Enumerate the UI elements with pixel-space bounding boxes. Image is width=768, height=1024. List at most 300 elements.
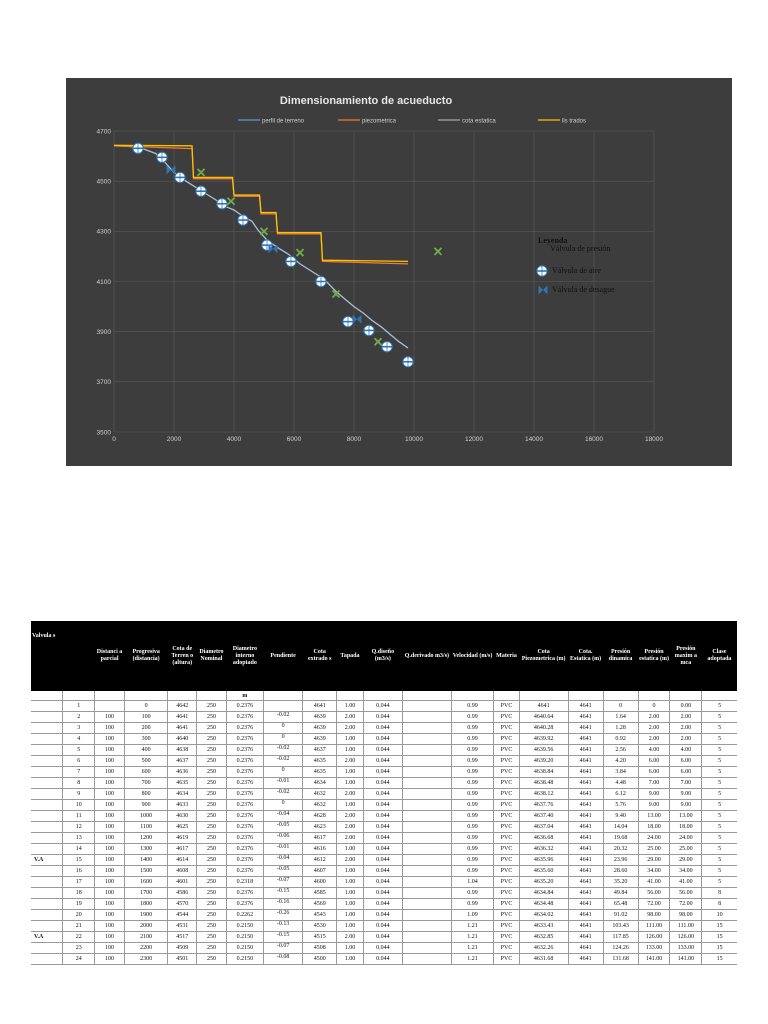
table-row [31, 701, 737, 712]
table-cell: 100 [95, 855, 125, 866]
table-cell: 4641 [519, 701, 568, 712]
table-cell: PVC [494, 767, 519, 778]
table-cell: 0 [263, 723, 302, 734]
unit-cell [263, 691, 302, 701]
table-cell: 250 [197, 811, 227, 822]
table-cell: 5 [702, 745, 737, 756]
table-cell: 6.00 [638, 756, 670, 767]
table-cell: 1.21 [451, 932, 493, 943]
table-cell: 0 [263, 767, 302, 778]
table-cell: 0.99 [451, 833, 493, 844]
y-tick-label: 4500 [96, 178, 111, 186]
unit-cell [124, 691, 168, 701]
table-row [31, 855, 737, 866]
unit-cell [519, 691, 568, 701]
table-cell: 4641 [168, 723, 197, 734]
table-cell: 4641 [568, 734, 603, 745]
table-cell: -0.04 [263, 855, 302, 866]
table-cell: 18 [63, 888, 95, 899]
y-tick-label: 4100 [96, 278, 111, 286]
data-table-container [31, 621, 737, 965]
table-cell: 5 [702, 844, 737, 855]
table-cell: 4617 [168, 844, 197, 855]
table-cell: 0.2376 [226, 712, 263, 723]
table-cell [31, 877, 63, 888]
table-cell: 0.99 [451, 888, 493, 899]
table-cell: 2200 [124, 943, 168, 954]
table-cell: -0.08 [263, 954, 302, 965]
table-cell: 7.00 [670, 778, 702, 789]
table-row [31, 943, 737, 954]
column-header: Velocidad (m/s) [451, 621, 493, 691]
table-cell: 100 [95, 932, 125, 943]
table-cell: 9.00 [638, 789, 670, 800]
table-cell [31, 778, 63, 789]
table-cell [402, 822, 451, 833]
table-cell: 4501 [168, 954, 197, 965]
table-cell: 800 [124, 789, 168, 800]
table-cell: 0.044 [363, 767, 402, 778]
column-header: Tapada [337, 621, 364, 691]
column-header: Pendiente [263, 621, 302, 691]
table-cell: 5 [702, 800, 737, 811]
table-cell: 6.00 [638, 767, 670, 778]
table-cell: 4641 [568, 701, 603, 712]
table-cell [402, 778, 451, 789]
table-cell: 2000 [124, 921, 168, 932]
table-cell: 250 [197, 712, 227, 723]
table-cell: 4635 [168, 778, 197, 789]
table-row [31, 844, 737, 855]
table-cell: 0.044 [363, 734, 402, 745]
column-header: Valvula s [31, 621, 63, 691]
table-cell: 1400 [124, 855, 168, 866]
table-cell: 4614 [168, 855, 197, 866]
table-cell: 4636.68 [519, 833, 568, 844]
table-cell: 0.2376 [226, 778, 263, 789]
table-cell: -0.16 [263, 899, 302, 910]
table-cell: 0.044 [363, 789, 402, 800]
table-cell: 4640.64 [519, 712, 568, 723]
column-header: Presión estatica (m) [638, 621, 670, 691]
table-cell: 100 [95, 888, 125, 899]
table-cell: PVC [494, 888, 519, 899]
table-cell: 0.044 [363, 712, 402, 723]
table-cell: 15 [702, 943, 737, 954]
table-cell: 250 [197, 855, 227, 866]
table-cell: 34.00 [670, 866, 702, 877]
table-cell: 2.00 [638, 734, 670, 745]
table-cell: 0.2376 [226, 767, 263, 778]
table-cell: 4641 [568, 943, 603, 954]
table-cell: 0.92 [603, 734, 638, 745]
table-cell [31, 756, 63, 767]
table-cell: 0.044 [363, 745, 402, 756]
table-cell: 0.99 [451, 745, 493, 756]
table-cell: 1100 [124, 822, 168, 833]
table-cell [402, 701, 451, 712]
unit-cell [603, 691, 638, 701]
legend-label: piezometrica [362, 118, 397, 125]
table-cell: 0.044 [363, 943, 402, 954]
table-cell: 1800 [124, 899, 168, 910]
table-cell: 2.00 [670, 734, 702, 745]
table-cell: 1.00 [337, 800, 364, 811]
table-cell: 0.044 [363, 811, 402, 822]
table-cell: 6.12 [603, 789, 638, 800]
table-cell: 4612 [303, 855, 337, 866]
table-cell: 72.00 [638, 899, 670, 910]
table-cell: 250 [197, 877, 227, 888]
table-cell: PVC [494, 723, 519, 734]
table-cell: 4636 [168, 767, 197, 778]
table-cell: 0 [638, 701, 670, 712]
table-cell: 4608 [168, 866, 197, 877]
table-row [31, 767, 737, 778]
table-cell: 5 [63, 745, 95, 756]
legend-drain-valve-icon [539, 286, 548, 295]
table-cell: 4634 [303, 778, 337, 789]
table-cell: 4500 [303, 954, 337, 965]
table-cell: 4.00 [638, 745, 670, 756]
table-cell: 4.48 [603, 778, 638, 789]
table-cell: 5 [702, 811, 737, 822]
table-cell: 0.99 [451, 800, 493, 811]
table-cell: -0.04 [263, 811, 302, 822]
table-cell: 0.99 [451, 756, 493, 767]
column-header: Materia [494, 621, 519, 691]
table-cell: 4641 [568, 844, 603, 855]
table-cell: 4.00 [670, 745, 702, 756]
table-cell: -0.02 [263, 745, 302, 756]
table-cell: 4635 [303, 756, 337, 767]
table-cell: 0.044 [363, 800, 402, 811]
table-cell: 250 [197, 756, 227, 767]
table-cell: 1.00 [337, 921, 364, 932]
table-cell: 24 [63, 954, 95, 965]
table-cell: 4639.20 [519, 756, 568, 767]
table-cell: 0.044 [363, 844, 402, 855]
table-cell: PVC [494, 734, 519, 745]
table-cell: 2.00 [670, 723, 702, 734]
table-cell [402, 767, 451, 778]
table-cell: 3.84 [603, 767, 638, 778]
table-cell [31, 910, 63, 921]
table-cell: 0.2376 [226, 789, 263, 800]
series-line [114, 146, 408, 349]
legend-right-item: Válvula de desague [552, 285, 615, 294]
legend-label: cota estatica [462, 118, 496, 125]
table-cell [402, 712, 451, 723]
table-cell [402, 800, 451, 811]
table-row [31, 734, 737, 745]
table-cell: PVC [494, 712, 519, 723]
table-cell: -0.01 [263, 844, 302, 855]
table-cell: 100 [95, 833, 125, 844]
table-cell: -0.07 [263, 877, 302, 888]
table-cell: 0.99 [451, 789, 493, 800]
table-cell: -0.13 [263, 921, 302, 932]
drain-valve-marker [353, 315, 362, 324]
table-cell: 1600 [124, 877, 168, 888]
table-cell: 0 [263, 734, 302, 745]
table-cell: 10 [63, 800, 95, 811]
unit-cell [197, 691, 227, 701]
table-cell: 4600 [303, 877, 337, 888]
table-cell: 17 [63, 877, 95, 888]
unit-cell [31, 691, 63, 701]
table-cell [31, 712, 63, 723]
table-cell: 250 [197, 745, 227, 756]
table-cell: 9 [63, 789, 95, 800]
table-cell: 28.60 [603, 866, 638, 877]
table-cell: 100 [95, 789, 125, 800]
table-row [31, 745, 737, 756]
table-cell: 1.00 [337, 778, 364, 789]
unit-cell [303, 691, 337, 701]
table-cell: -0.15 [263, 888, 302, 899]
x-tick-label: 14000 [524, 436, 544, 443]
table-cell: 0 [124, 701, 168, 712]
table-cell: 4641 [568, 712, 603, 723]
table-cell: 4641 [568, 778, 603, 789]
aqueduct-table [31, 621, 737, 965]
table-cell: 4625 [168, 822, 197, 833]
table-cell: 300 [124, 734, 168, 745]
table-cell: 3 [63, 723, 95, 734]
table-cell: 15 [702, 932, 737, 943]
table-cell: 0.044 [363, 877, 402, 888]
table-cell: 250 [197, 800, 227, 811]
table-cell: 21 [63, 921, 95, 932]
table-cell: 29.00 [638, 855, 670, 866]
aqueduct-chart [66, 78, 732, 466]
table-cell: 0.044 [363, 822, 402, 833]
table-cell: 4641 [568, 899, 603, 910]
table-cell: 250 [197, 910, 227, 921]
table-cell: PVC [494, 844, 519, 855]
table-cell: 500 [124, 756, 168, 767]
table-cell: 4635.20 [519, 877, 568, 888]
table-cell: 141.00 [670, 954, 702, 965]
table-cell: 4634.84 [519, 888, 568, 899]
table-cell [31, 767, 63, 778]
table-cell: 56.00 [638, 888, 670, 899]
table-cell: 4641 [568, 932, 603, 943]
table-cell: 9.00 [670, 789, 702, 800]
table-cell: V.A [31, 932, 63, 943]
table-cell: 4544 [168, 910, 197, 921]
table-cell: 0.044 [363, 723, 402, 734]
drain-valve-marker [269, 244, 278, 253]
table-cell: 24.00 [670, 833, 702, 844]
table-cell: 1.21 [451, 921, 493, 932]
column-header: Clase adoptada [702, 621, 737, 691]
unit-cell [337, 691, 364, 701]
table-cell: 0.99 [451, 767, 493, 778]
table-cell: 4639.92 [519, 734, 568, 745]
table-row [31, 954, 737, 965]
column-header: Cota Piezometrica (m) [519, 621, 568, 691]
table-cell [31, 800, 63, 811]
table-cell: 5 [702, 855, 737, 866]
table-cell: 9.00 [670, 800, 702, 811]
table-cell: 0.00 [670, 701, 702, 712]
table-cell: 4641 [568, 877, 603, 888]
table-cell: 4632.26 [519, 943, 568, 954]
table-cell: PVC [494, 756, 519, 767]
table-cell: PVC [494, 932, 519, 943]
table-row [31, 899, 737, 910]
table-cell [402, 789, 451, 800]
table-cell: -0.02 [263, 712, 302, 723]
table-cell: 2.00 [337, 756, 364, 767]
table-cell: 4530 [303, 921, 337, 932]
table-cell: 2300 [124, 954, 168, 965]
legend-right-item: Válvula de presión [550, 244, 611, 253]
column-header: Q.derivado m3/s) [402, 621, 451, 691]
column-header: Q.diseño (m3/s) [363, 621, 402, 691]
table-cell: 250 [197, 899, 227, 910]
table-cell: 100 [95, 723, 125, 734]
table-cell: 1500 [124, 866, 168, 877]
table-row [31, 789, 737, 800]
table-row [31, 866, 737, 877]
x-tick-label: 4000 [226, 436, 242, 443]
table-cell: 19 [63, 899, 95, 910]
table-cell: 0.99 [451, 855, 493, 866]
unit-cell [63, 691, 95, 701]
table-cell: 4637 [303, 745, 337, 756]
table-cell: 4630 [168, 811, 197, 822]
table-cell: 250 [197, 789, 227, 800]
table-cell: 4641 [568, 888, 603, 899]
table-cell: PVC [494, 778, 519, 789]
unit-cell [402, 691, 451, 701]
table-cell: 100 [95, 954, 125, 965]
table-cell: 0.99 [451, 822, 493, 833]
table-cell: 1300 [124, 844, 168, 855]
unit-cell [568, 691, 603, 701]
table-cell: 4641 [568, 789, 603, 800]
table-cell: 4641 [568, 822, 603, 833]
table-cell: 4517 [168, 932, 197, 943]
series-line [114, 146, 408, 264]
table-cell: 4585 [303, 888, 337, 899]
table-cell: -0.06 [263, 833, 302, 844]
table-cell: 900 [124, 800, 168, 811]
table-cell: 133.00 [638, 943, 670, 954]
table-cell: 13 [63, 833, 95, 844]
table-cell: 0.2150 [226, 943, 263, 954]
table-cell: 0 [263, 800, 302, 811]
table-row [31, 723, 737, 734]
table-cell [31, 723, 63, 734]
column-header: Diametro interno adoptado [226, 621, 263, 691]
table-cell: 4639 [303, 712, 337, 723]
table-row [31, 877, 737, 888]
table-cell: 16 [63, 866, 95, 877]
table-cell: 0.99 [451, 811, 493, 822]
x-tick-label: 0 [112, 436, 116, 443]
table-cell: 103.43 [603, 921, 638, 932]
table-cell: 4569 [303, 899, 337, 910]
table-cell [31, 734, 63, 745]
table-cell: 11 [63, 811, 95, 822]
table-cell: 1.00 [337, 943, 364, 954]
table-cell: 0.2150 [226, 932, 263, 943]
table-cell: 5 [702, 822, 737, 833]
table-cell: 100 [95, 811, 125, 822]
table-cell: PVC [494, 954, 519, 965]
table-cell: 41.00 [670, 877, 702, 888]
table-cell: PVC [494, 877, 519, 888]
table-cell: 0.044 [363, 932, 402, 943]
table-cell: 4640 [168, 734, 197, 745]
table-cell: 0.2376 [226, 844, 263, 855]
table-cell [31, 844, 63, 855]
table-cell: 1 [63, 701, 95, 712]
table-cell: 250 [197, 888, 227, 899]
table-cell: 250 [197, 921, 227, 932]
table-cell: 5 [702, 767, 737, 778]
table-cell: 250 [197, 734, 227, 745]
table-cell: PVC [494, 910, 519, 921]
table-cell: PVC [494, 745, 519, 756]
table-cell: 4641 [568, 921, 603, 932]
table-cell: 0.2150 [226, 954, 263, 965]
table-cell: 5 [702, 778, 737, 789]
table-cell: 23 [63, 943, 95, 954]
table-cell: -0.26 [263, 910, 302, 921]
table-cell: 6.00 [670, 767, 702, 778]
table-cell: 0.2376 [226, 833, 263, 844]
column-header: Cota extrado s [303, 621, 337, 691]
table-cell: 100 [95, 778, 125, 789]
table-cell: 250 [197, 954, 227, 965]
table-cell: 6 [63, 756, 95, 767]
table-cell: 250 [197, 778, 227, 789]
table-cell: 10 [702, 910, 737, 921]
table-cell: 0.2376 [226, 723, 263, 734]
column-header: Presión dinamica [603, 621, 638, 691]
table-row [31, 932, 737, 943]
table-row [31, 800, 737, 811]
table-cell: 0.044 [363, 921, 402, 932]
x-tick-label: 16000 [584, 436, 604, 443]
table-cell: 2.00 [337, 811, 364, 822]
table-cell: 24.00 [638, 833, 670, 844]
table-cell: 5 [702, 789, 737, 800]
table-cell: 1.09 [451, 910, 493, 921]
table-cell: 0.2376 [226, 800, 263, 811]
table-cell: 72.00 [670, 899, 702, 910]
table-cell: 0.2376 [226, 701, 263, 712]
table-cell: 126.00 [638, 932, 670, 943]
table-cell: 250 [197, 943, 227, 954]
table-cell [402, 921, 451, 932]
table-cell: 0.044 [363, 899, 402, 910]
table-cell: 7 [63, 767, 95, 778]
table-cell: 65.48 [603, 899, 638, 910]
table-cell: 35.20 [603, 877, 638, 888]
table-cell: 14.04 [603, 822, 638, 833]
table-cell: 4640.28 [519, 723, 568, 734]
table-row [31, 921, 737, 932]
table-cell: 8 [702, 899, 737, 910]
table-cell: 5 [702, 712, 737, 723]
table-cell: 4607 [303, 866, 337, 877]
